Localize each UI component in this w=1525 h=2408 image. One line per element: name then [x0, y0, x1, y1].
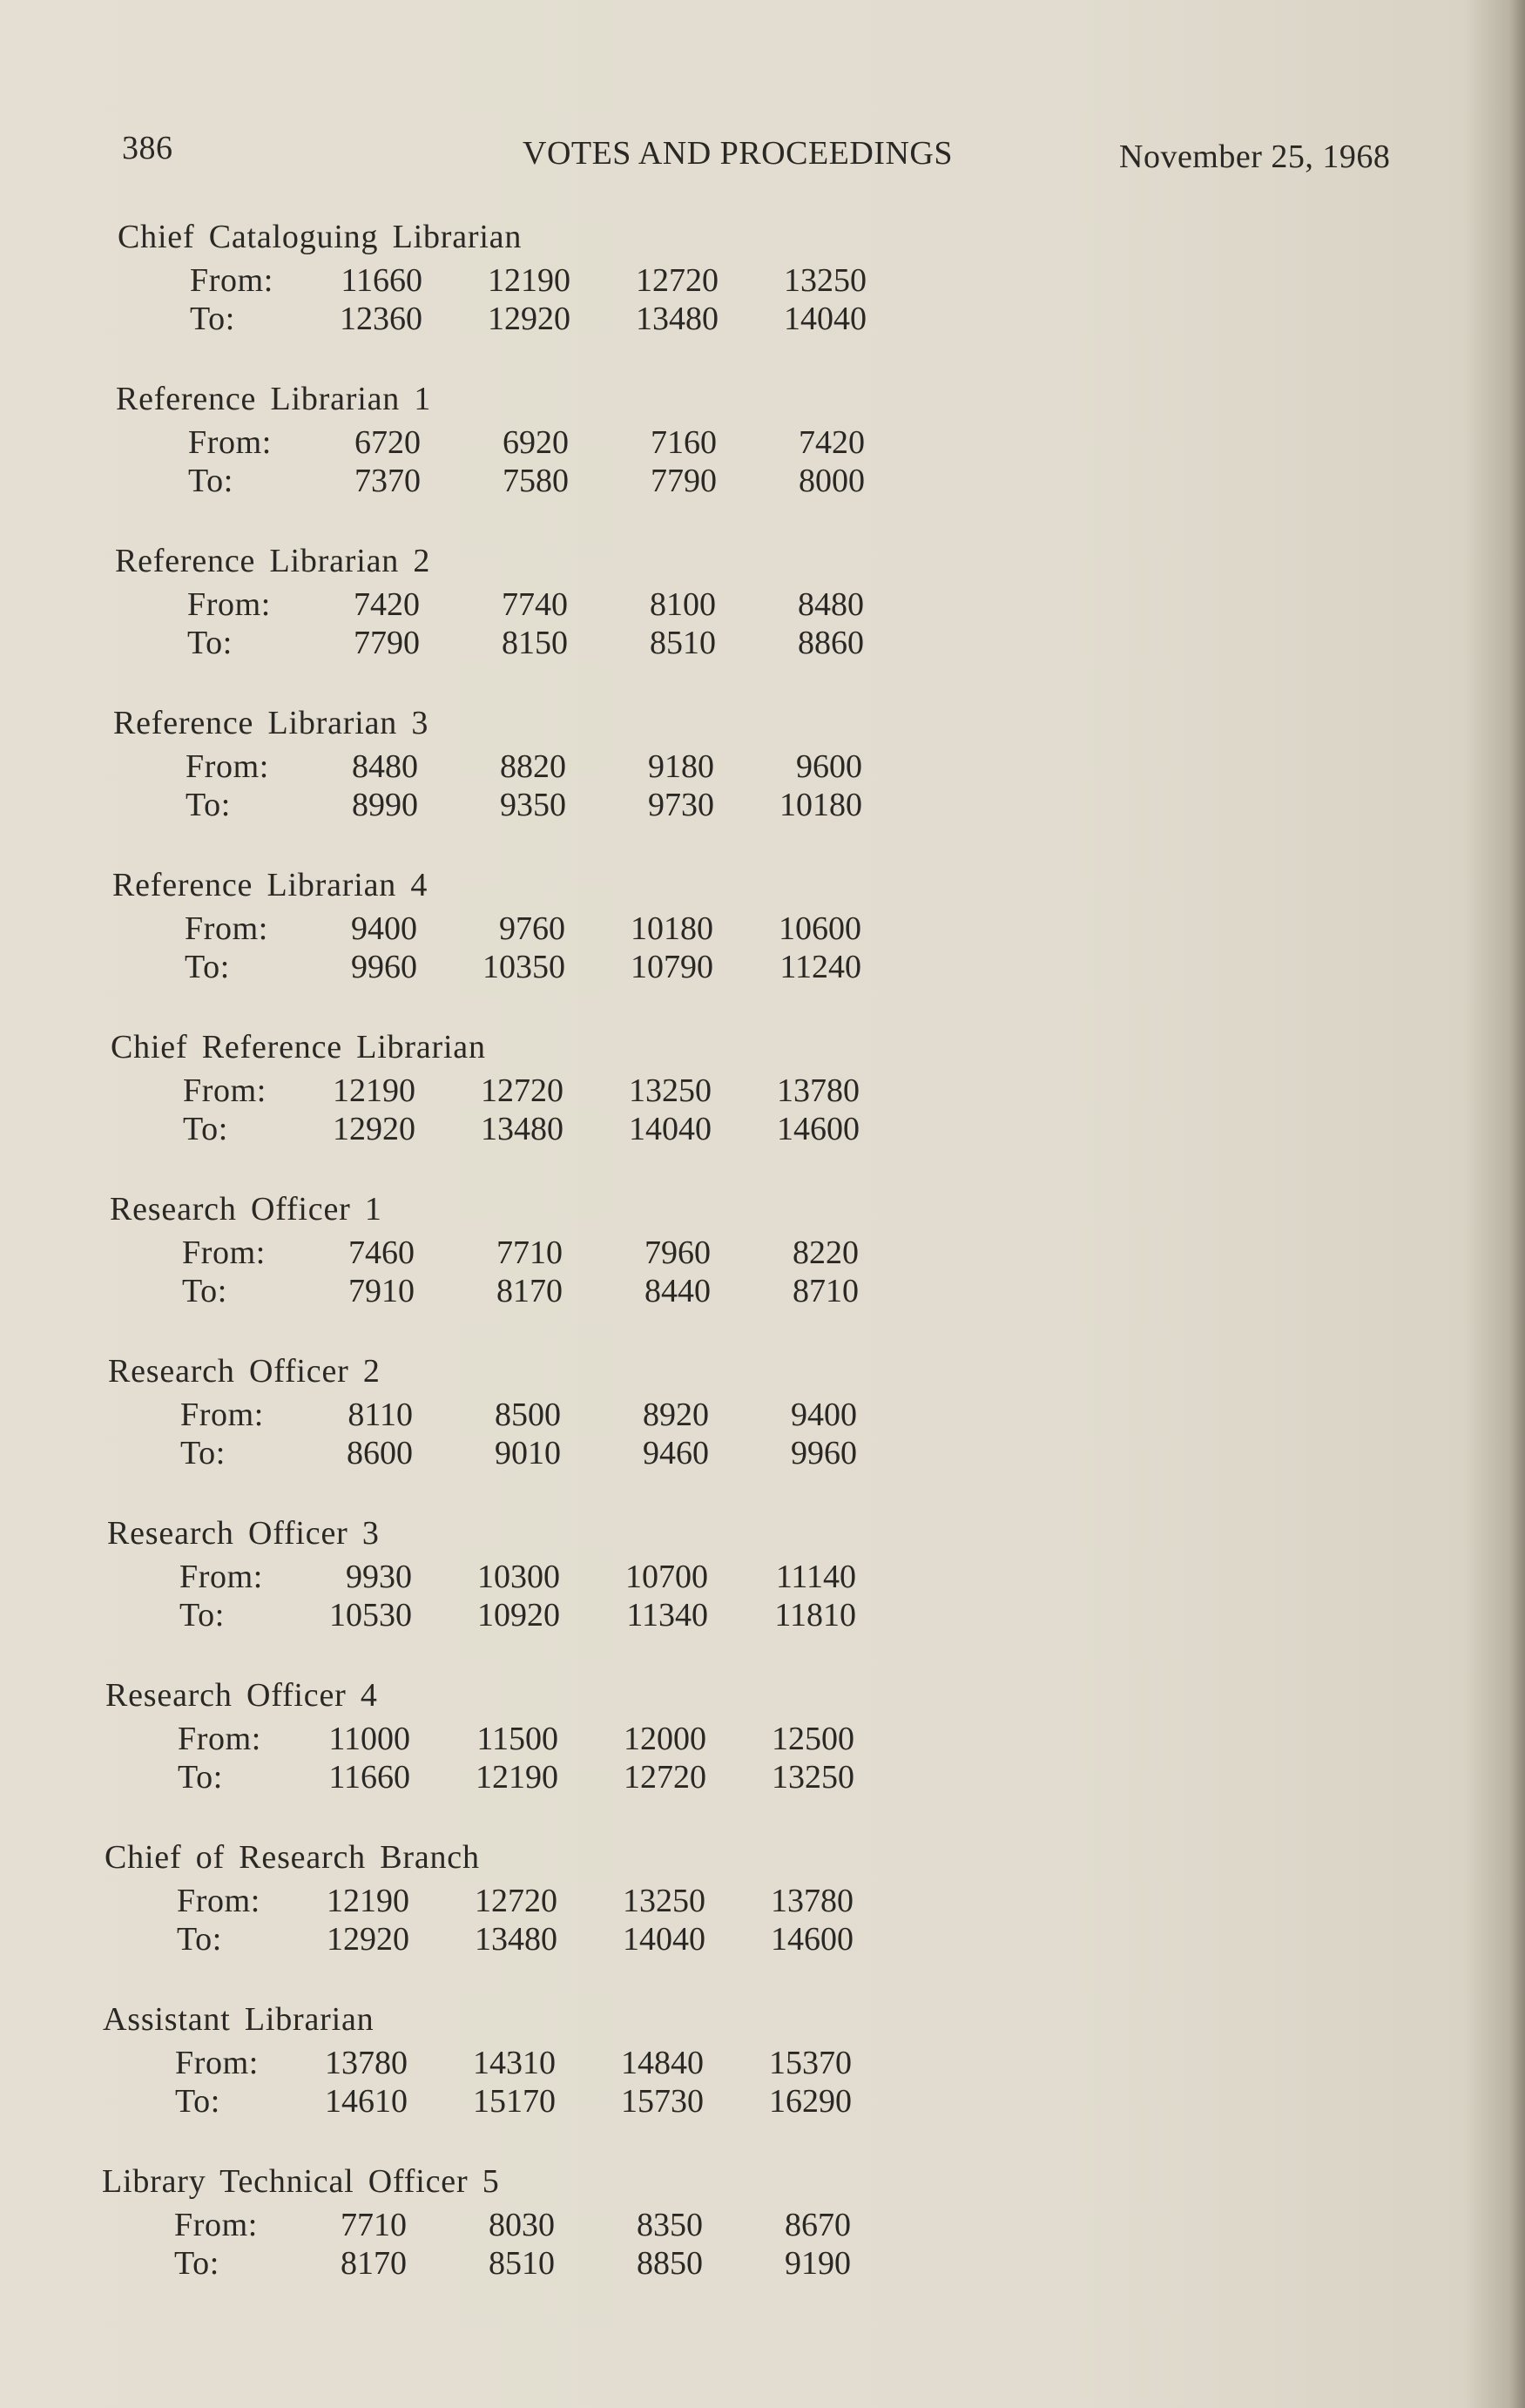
salary-cell: 7790	[354, 625, 420, 661]
from-row	[79, 1720, 915, 1758]
from-label: From:	[186, 748, 269, 785]
salary-cell: 15730	[621, 2083, 704, 2120]
salary-cell: 12920	[333, 1111, 415, 1147]
to-label: To:	[190, 301, 235, 337]
position-block	[89, 542, 925, 681]
from-label: From:	[188, 424, 272, 461]
from-label: From:	[177, 1883, 260, 1919]
position-title: Reference Librarian 4	[112, 867, 428, 903]
page-number: 386	[122, 130, 173, 166]
to-label: To:	[183, 1111, 228, 1147]
salary-cell: 8000	[799, 463, 865, 499]
position-title: Research Officer 4	[105, 1677, 378, 1714]
position-title: Chief of Research Branch	[105, 1839, 480, 1876]
position-title: Library Technical Officer 5	[102, 2163, 500, 2200]
to-label: To:	[180, 1435, 226, 1471]
position-block	[91, 218, 928, 357]
salary-cell: 8860	[798, 625, 864, 661]
salary-cell: 7160	[651, 424, 717, 461]
journal-title: VOTES AND PROCEEDINGS	[523, 135, 953, 172]
salary-cell: 13780	[771, 1883, 854, 1919]
salary-cell: 9960	[791, 1435, 857, 1471]
salary-cell: 11140	[775, 1559, 856, 1595]
position-block	[84, 1028, 921, 1167]
salary-cell: 13250	[623, 1883, 705, 1919]
salary-cell: 7710	[341, 2207, 407, 2243]
to-row	[87, 786, 923, 824]
salary-cell: 11660	[341, 262, 422, 299]
salary-cell: 9400	[791, 1397, 857, 1433]
salary-cell: 8350	[637, 2207, 703, 2243]
salary-cell: 7710	[496, 1234, 563, 1271]
salary-cell: 14600	[777, 1111, 860, 1147]
salary-cell: 13250	[772, 1759, 854, 1796]
from-label: From:	[174, 2207, 258, 2243]
to-row	[79, 1758, 915, 1796]
to-row	[91, 300, 928, 338]
to-row	[84, 1272, 920, 1310]
salary-cell: 14610	[325, 2083, 408, 2120]
from-row	[90, 423, 926, 462]
salary-cell: 9400	[351, 910, 417, 947]
salary-cell: 13480	[636, 301, 719, 337]
salary-cell: 8510	[650, 625, 716, 661]
to-row	[82, 1434, 918, 1472]
salary-cell: 9010	[495, 1435, 561, 1471]
salary-cell: 12360	[340, 301, 422, 337]
salary-cell: 14600	[771, 1921, 854, 1958]
salary-cell: 15370	[769, 2045, 852, 2081]
from-label: From:	[185, 910, 268, 947]
position-title: Research Officer 2	[108, 1353, 381, 1390]
from-label: From:	[187, 586, 271, 623]
salary-cell: 8440	[644, 1273, 711, 1309]
salary-cell: 9350	[500, 787, 566, 823]
salary-cell: 6920	[503, 424, 569, 461]
position-block	[84, 1190, 920, 1329]
salary-cell: 7960	[644, 1234, 711, 1271]
from-label: From:	[179, 1559, 263, 1595]
from-row	[84, 1072, 921, 1110]
salary-cell: 8510	[489, 2245, 555, 2282]
salary-cell: 15170	[473, 2083, 556, 2120]
position-block	[78, 1838, 914, 1978]
position-title: Chief Cataloguing Librarian	[118, 219, 523, 255]
salary-cell: 12190	[488, 262, 570, 299]
to-row	[90, 462, 926, 500]
salary-cell: 12720	[624, 1759, 706, 1796]
salary-cell: 7420	[799, 424, 865, 461]
position-block	[81, 1514, 917, 1654]
to-label: To:	[179, 1597, 225, 1634]
salary-cell: 10180	[779, 787, 862, 823]
salary-cell: 13250	[629, 1072, 712, 1109]
from-row	[89, 585, 925, 624]
salary-cell: 7740	[502, 586, 568, 623]
to-label: To:	[175, 2083, 220, 2120]
to-label: To:	[177, 1921, 222, 1958]
salary-cell: 8110	[348, 1397, 413, 1433]
position-block	[90, 380, 926, 519]
position-block	[79, 1676, 915, 1816]
salary-cell: 11000	[328, 1721, 410, 1757]
salary-cell: 14310	[473, 2045, 556, 2081]
to-label: To:	[178, 1759, 223, 1796]
running-head	[0, 129, 1525, 181]
to-row	[78, 1920, 914, 1958]
position-block	[77, 2000, 913, 2140]
salary-cell: 12920	[488, 301, 570, 337]
from-row	[86, 910, 922, 948]
salary-cell: 12720	[481, 1072, 563, 1109]
to-label: To:	[186, 787, 231, 823]
salary-cell: 12190	[327, 1883, 409, 1919]
salary-cell: 13780	[325, 2045, 408, 2081]
from-row	[81, 1558, 917, 1596]
salary-cell: 12920	[327, 1921, 409, 1958]
salary-cell: 8850	[637, 2245, 703, 2282]
salary-cell: 7370	[354, 463, 421, 499]
from-row	[91, 261, 928, 300]
from-label: From:	[182, 1234, 266, 1271]
position-title: Reference Librarian 3	[113, 705, 429, 741]
salary-cell: 9460	[643, 1435, 709, 1471]
salary-cell: 8170	[496, 1273, 563, 1309]
to-label: To:	[185, 949, 230, 985]
salary-cell: 8710	[793, 1273, 859, 1309]
salary-cell: 8170	[341, 2245, 407, 2282]
salary-cell: 11660	[328, 1759, 410, 1796]
salary-cell: 12500	[772, 1721, 854, 1757]
to-row	[81, 1596, 917, 1634]
to-label: To:	[187, 625, 233, 661]
salary-cell: 8030	[489, 2207, 555, 2243]
salary-cell: 10790	[631, 949, 713, 985]
from-row	[76, 2206, 912, 2244]
position-block	[82, 1352, 918, 1491]
salary-cell: 7790	[651, 463, 717, 499]
to-row	[84, 1110, 921, 1148]
salary-cell: 10600	[779, 910, 861, 947]
salary-cell: 10180	[631, 910, 713, 947]
position-block	[86, 866, 922, 1005]
to-row	[77, 2082, 913, 2121]
salary-cell: 10530	[329, 1597, 412, 1634]
to-label: To:	[182, 1273, 227, 1309]
salary-cell: 11810	[774, 1597, 856, 1634]
salary-cell: 8220	[793, 1234, 859, 1271]
to-label: To:	[174, 2245, 219, 2282]
salary-cell: 7420	[354, 586, 420, 623]
salary-cell: 10920	[477, 1597, 560, 1634]
from-label: From:	[183, 1072, 267, 1109]
salary-cell: 12000	[624, 1721, 706, 1757]
salary-cell: 14040	[784, 301, 867, 337]
salary-cell: 13480	[475, 1921, 557, 1958]
from-label: From:	[178, 1721, 261, 1757]
salary-cell: 8100	[650, 586, 716, 623]
salary-cell: 8600	[347, 1435, 413, 1471]
salary-cell: 12190	[476, 1759, 558, 1796]
salary-cell: 8480	[352, 748, 418, 785]
from-label: From:	[190, 262, 273, 299]
position-title: Chief Reference Librarian	[111, 1029, 486, 1065]
salary-cell: 8820	[500, 748, 566, 785]
salary-cell: 10300	[477, 1559, 560, 1595]
salary-cell: 10350	[482, 949, 565, 985]
salary-cell: 6720	[354, 424, 421, 461]
position-block	[76, 2162, 912, 2302]
position-block	[87, 704, 923, 843]
salary-cell: 14840	[621, 2045, 704, 2081]
salary-cell: 8500	[495, 1397, 561, 1433]
salary-cell: 7580	[503, 463, 569, 499]
salary-cell: 10700	[625, 1559, 708, 1595]
salary-cell: 8150	[502, 625, 568, 661]
salary-cell: 11240	[779, 949, 861, 985]
to-row	[89, 624, 925, 662]
from-row	[78, 1882, 914, 1920]
salary-cell: 8990	[352, 787, 418, 823]
position-title: Assistant Librarian	[103, 2001, 375, 2038]
salary-cell: 13780	[777, 1072, 860, 1109]
salary-cell: 8670	[785, 2207, 851, 2243]
to-label: To:	[188, 463, 233, 499]
salary-cell: 9960	[351, 949, 417, 985]
to-row	[76, 2244, 912, 2283]
salary-cell: 8480	[798, 586, 864, 623]
position-title: Research Officer 3	[107, 1515, 380, 1552]
from-row	[84, 1234, 920, 1272]
salary-cell: 9730	[648, 787, 714, 823]
salary-cell: 14040	[629, 1111, 712, 1147]
salary-cell: 12720	[475, 1883, 557, 1919]
salary-cell: 14040	[623, 1921, 705, 1958]
from-label: From:	[180, 1397, 264, 1433]
from-row	[77, 2044, 913, 2082]
salary-cell: 12720	[636, 262, 719, 299]
salary-cell: 9180	[648, 748, 714, 785]
position-title: Reference Librarian 1	[116, 381, 432, 417]
salary-cell: 8920	[643, 1397, 709, 1433]
from-label: From:	[175, 2045, 259, 2081]
from-row	[82, 1396, 918, 1434]
salary-cell: 9600	[796, 748, 862, 785]
salary-cell: 9930	[346, 1559, 412, 1595]
salary-cell: 16290	[769, 2083, 852, 2120]
salary-cell: 12190	[333, 1072, 415, 1109]
salary-cell: 9190	[785, 2245, 851, 2282]
salary-cell: 11340	[626, 1597, 708, 1634]
salary-cell: 7910	[348, 1273, 415, 1309]
salary-cell: 13480	[481, 1111, 563, 1147]
to-row	[86, 948, 922, 986]
position-title: Reference Librarian 2	[115, 543, 431, 579]
date: November 25, 1968	[1119, 139, 1391, 175]
salary-cell: 11500	[476, 1721, 558, 1757]
salary-cell: 7460	[348, 1234, 415, 1271]
from-row	[87, 747, 923, 786]
salary-cell: 13250	[784, 262, 867, 299]
salary-cell: 9760	[499, 910, 565, 947]
position-title: Research Officer 1	[110, 1191, 382, 1228]
